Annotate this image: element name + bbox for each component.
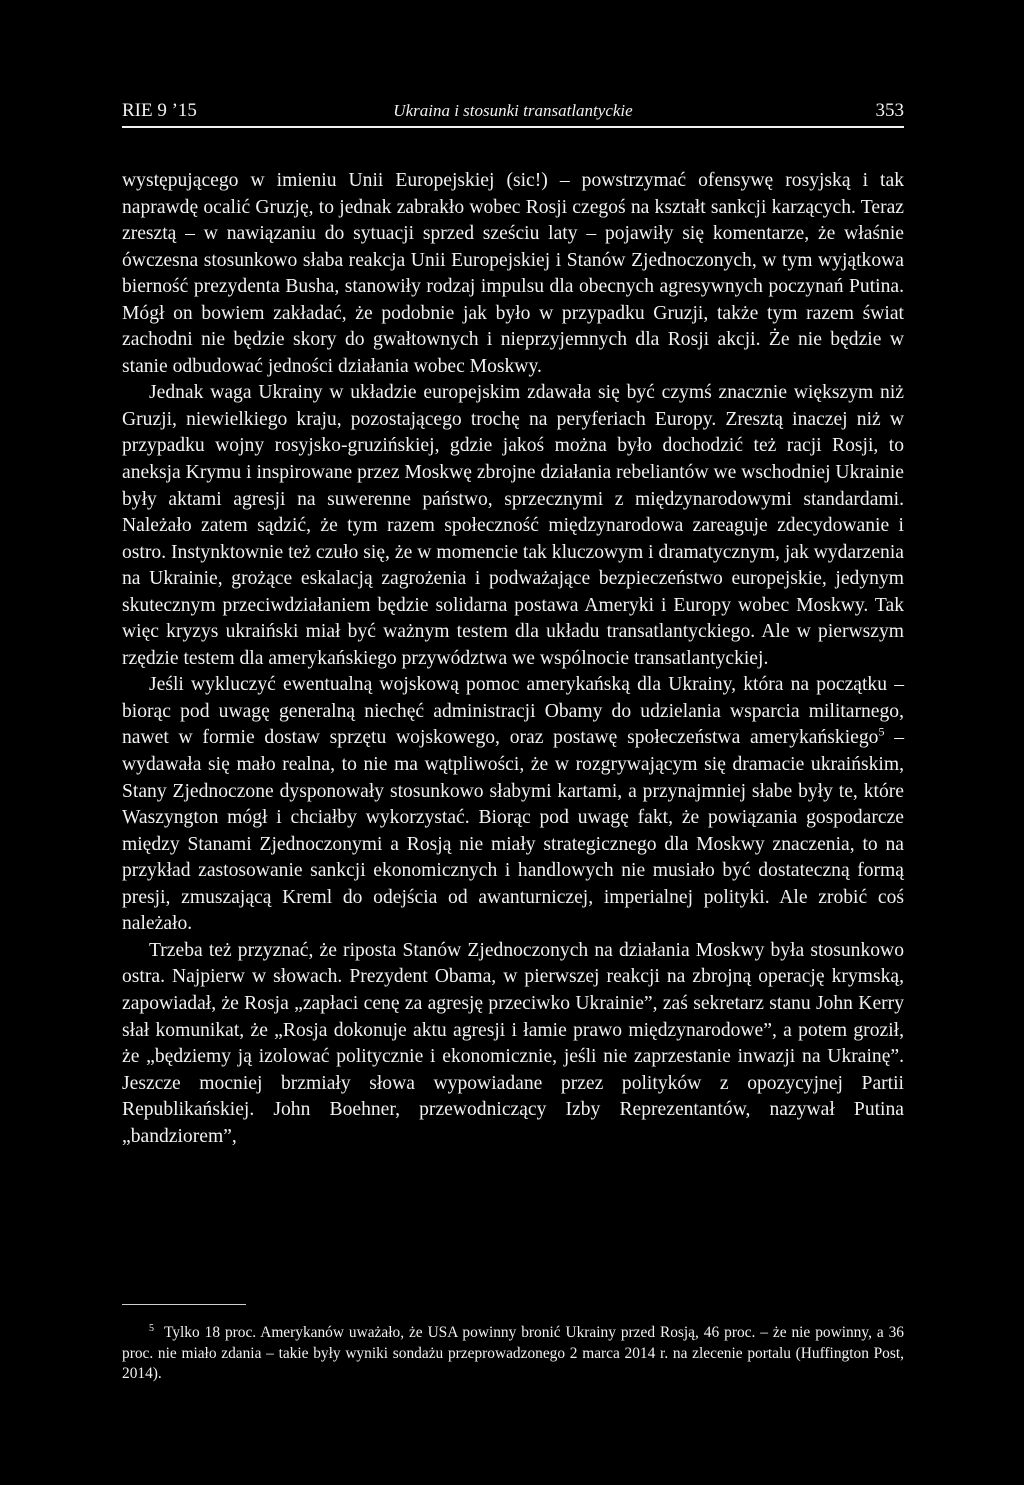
footnote-number: 5: [149, 1322, 154, 1334]
footnote-reference[interactable]: 5: [878, 724, 885, 739]
paragraph-text: występującego w imieniu Unii Europejskiej (sic!) – powstrzymać ofensywę rosyjską i tak naprawdę ocalić Gruzję, to jednak zabrakło wobec Rosji czegoś na kształt sankcji karzących. Teraz zresztą – w nawiązaniu do sytuacji sprzed sześciu laty – pojawiły się komentarze, że właśnie ówczesna stosunkowo słaba reakcja Unii Europejskiej i Stanów Zjednoczonych, w tym wyjątkowa bierność prezydenta Busha, stanowiły rodzaj impulsu dla obecnych agresywnych poczynań Putina. Mógł on bowiem zakładać, że podobnie jak było w przypadku Gruzji, także tym razem świat zachodni nie będzie skory do gwałtownych i nieprzyjemnych dla Rosji akcji. Że nie będzie w stanie odbudować jedności działania wobec Moskwy.: [122, 170, 904, 377]
paragraph-text: Jeśli wykluczyć ewentualną wojskową pomoc amerykańską dla Ukrainy, która na początku – biorąc pod uwagę generalną niechęć administracji Obamy do udzielania wsparcia militarnego, nawet w formie dostaw sprzętu wojskowego, oraz postawę społeczeństwa amerykańskiego: [122, 674, 904, 749]
paragraph: [122, 380, 904, 672]
journal-issue: RIE 9 ’15: [122, 100, 197, 121]
footnote: [122, 1323, 904, 1385]
running-header: [122, 100, 904, 126]
paragraph: [122, 168, 904, 380]
paragraph: [122, 672, 904, 937]
paragraph-text: – wydawała się mało realna, to nie ma wątpliwości, że w rozgrywającym się dramacie ukraińskim, Stany Zjednoczone dysponowały stosunkowo słabymi kartami, a przynajmniej słabe były te, które Waszyngton mógł i chciałby wykorzystać. Biorąc pod uwagę fakt, że powiązania gospodarcze między Stanami Zjednoczonymi a Rosją nie miały strategicznego dla Moskwy znaczenia, to na przykład zastosowanie sankcji ekonomicznych i handlowych nie musiało być dostateczną formą presji, zmuszającą Kreml do odejścia od awanturniczej, imperialnej polityki. Ale zrobić coś należało.: [122, 727, 904, 935]
footnote-paragraph: [122, 1323, 904, 1385]
body-text: [122, 168, 904, 1150]
header-rule: [122, 126, 904, 128]
paragraph: [122, 938, 904, 1150]
paragraph-text: Trzeba też przyznać, że riposta Stanów Zjednoczonych na działania Moskwy była stosunkowo ostra. Najpierw w słowach. Prezydent Obama, w pierwszej reakcji na zbrojną operację krymską, zapowiadał, że Rosja „zapłaci cenę za agresję przeciwko Ukrainie”, zaś sekretarz stanu John Kerry słał komunikat, że „Rosja dokonuje aktu agresji i łamie prawo międzynarodowe”, a potem groził, że „będziemy ją izolować politycznie i ekonomicznie, jeśli nie zaprzestanie inwazji na Ukrainę”. Jeszcze mocniej brzmiały słowa wypowiadane przez polityków z opozycyjnej Partii Republikańskiej. John Boehner, przewodniczący Izby Reprezentantów, nazywał Putina „bandziorem”,: [122, 939, 904, 1147]
footnote-text: Tylko 18 proc. Amerykanów uważało, że USA powinny bronić Ukrainy przed Rosją, 46 proc. – że nie powinny, a 36 proc. nie miało zdania – takie były wyniki sondażu przeprowadzonego 2 marca 2014 r. na zlecenie portalu (Huffington Post, 2014).: [122, 1324, 904, 1382]
page-number: 353: [875, 100, 904, 121]
running-title: Ukraina i stosunki transatlantyckie: [393, 101, 633, 120]
footnote-rule: [122, 1304, 246, 1305]
paragraph-text: Jednak waga Ukrainy w układzie europejskim zdawała się być czymś znacznie większym niż Gruzji, niewielkiego kraju, pozostającego trochę na peryferiach Europy. Zresztą inaczej niż w przypadku wojny rosyjsko-gruzińskiej, gdzie jakoś można było dochodzić też racji Rosji, to aneksja Krymu i inspirowane przez Moskwę zbrojne działania rebeliantów we wschodniej Ukrainie były aktami agresji na suwerenne państwo, sprzecznymi z międzynarodowymi standardami. Należało zatem sądzić, że tym razem społeczność międzynarodowa zareaguje zdecydowanie i ostro. Instynktownie też czuło się, że w momencie tak kluczowym i dramatycznym, jak wydarzenia na Ukrainie, grożące eskalacją zagrożenia i podważające bezpieczeństwo europejskie, jedynym skutecznym przeciwdziałaniem będzie solidarna postawa Ameryki i Europy wobec Moskwy. Tak więc kryzys ukraiński miał być ważnym testem dla układu transatlantyckiego. Ale w pierwszym rzędzie testem dla amerykańskiego przywództwa we wspólnocie transatlantyckiej.: [122, 382, 904, 669]
